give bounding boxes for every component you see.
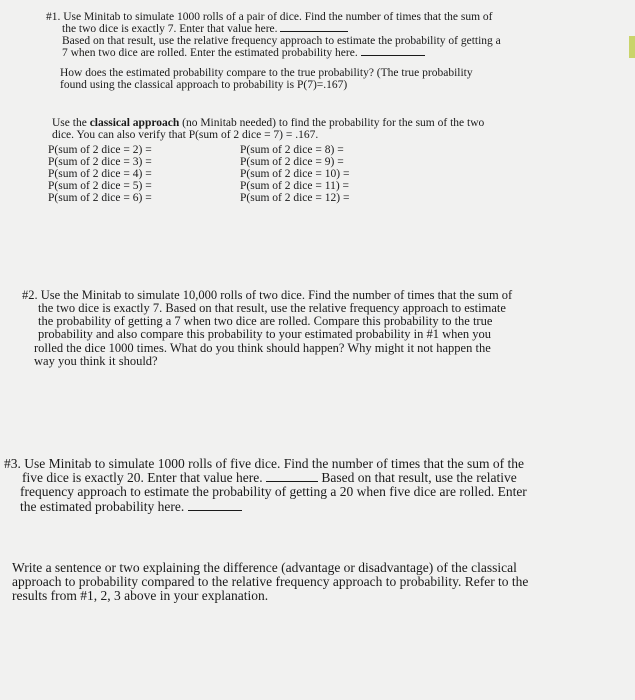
prob-sum-2: P(sum of 2 dice = 2) = [48, 144, 152, 156]
prob-sum-8: P(sum of 2 dice = 8) = [240, 144, 344, 156]
q1-line-3: Based on that result, use the relative frequency approach to estimate the probability of getting a [62, 35, 501, 48]
q1-compare [60, 67, 473, 91]
closing-line-2: approach to probability compared to the relative frequency approach to probability. Refer to the [12, 574, 529, 590]
question-3 [4, 457, 624, 514]
prob-sum-9: P(sum of 2 dice = 9) = [240, 155, 344, 168]
page-edge-marker [629, 36, 635, 58]
q1-compare-line-1: How does the estimated probability compare to the true probability? (The true probability [60, 67, 473, 79]
q3-line-1: #3. Use Minitab to simulate 1000 rolls of five dice. Find the number of times that the sum of the [4, 456, 525, 471]
classical-intro-suffix: (no Minitab needed) to find the probability for the sum of the two [182, 117, 485, 129]
q3-line-2a: five dice is exactly 20. Enter that value here. [22, 470, 263, 486]
q1-line-4: 7 when two dice are rolled. Enter the estimated probability here. [62, 47, 358, 60]
prob-sum-4: P(sum of 2 dice = 4) = [48, 167, 152, 180]
q2-line-1: #2. Use the Minitab to simulate 10,000 rolls of two dice. Find the number of times that the sum of [22, 288, 513, 302]
classical-intro [52, 117, 484, 141]
q1-count-blank[interactable] [280, 30, 348, 32]
q2-line-5: rolled the dice 1000 times. What do you think should happen? Why might it not happen the [34, 340, 491, 355]
classical-intro-bold: classical approach [89, 117, 180, 129]
question-2 [22, 289, 612, 368]
q2-line-6: way you think it should? [34, 353, 158, 368]
q1-line-2: the two dice is exactly 7. Enter that value here. [62, 23, 278, 36]
q1-probability-blank[interactable] [361, 54, 425, 56]
closing-question [12, 561, 627, 604]
closing-line-3: results from #1, 2, 3 above in your explanation. [12, 588, 269, 604]
q3-probability-blank[interactable] [188, 509, 242, 511]
classical-probability-grid [48, 145, 440, 205]
prob-sum-11: P(sum of 2 dice = 11) = [240, 179, 350, 192]
prob-sum-6: P(sum of 2 dice = 6) = [48, 191, 152, 204]
q2-line-4: probability and also compare this probability to your estimated probability in #1 when you [38, 327, 492, 342]
closing-line-1: Write a sentence or two explaining the difference (advantage or disadvantage) of the classical [12, 560, 517, 575]
q2-line-3: the probability of getting a 7 when two dice are rolled. Compare this probability to the true [38, 314, 493, 329]
prob-sum-12: P(sum of 2 dice = 12) = [240, 191, 350, 204]
question-1 [46, 11, 606, 59]
prob-sum-10: P(sum of 2 dice = 10) = [240, 167, 350, 180]
q2-line-2: the two dice is exactly 7. Based on that result, use the relative frequency approach to estimate [38, 301, 506, 316]
prob-sum-5: P(sum of 2 dice = 5) = [48, 179, 152, 192]
q3-line-2b: Based on that result, use the relative [321, 470, 517, 486]
q1-compare-line-2: found using the classical approach to probability is P(7)=.167) [60, 79, 348, 92]
q3-line-3: frequency approach to estimate the probability of getting a 20 when five dice are rolled. Enter [20, 484, 527, 500]
q1-line-1: #1. Use Minitab to simulate 1000 rolls of a pair of dice. Find the number of times that the sum of [46, 11, 493, 23]
prob-sum-3: P(sum of 2 dice = 3) = [48, 155, 152, 168]
q3-count-blank[interactable] [266, 480, 318, 482]
q3-line-4: the estimated probability here. [20, 498, 185, 514]
classical-intro-prefix: Use the [52, 117, 87, 129]
classical-intro-line-2: dice. You can also verify that P(sum of 2 dice = 7) = .167. [52, 129, 319, 142]
